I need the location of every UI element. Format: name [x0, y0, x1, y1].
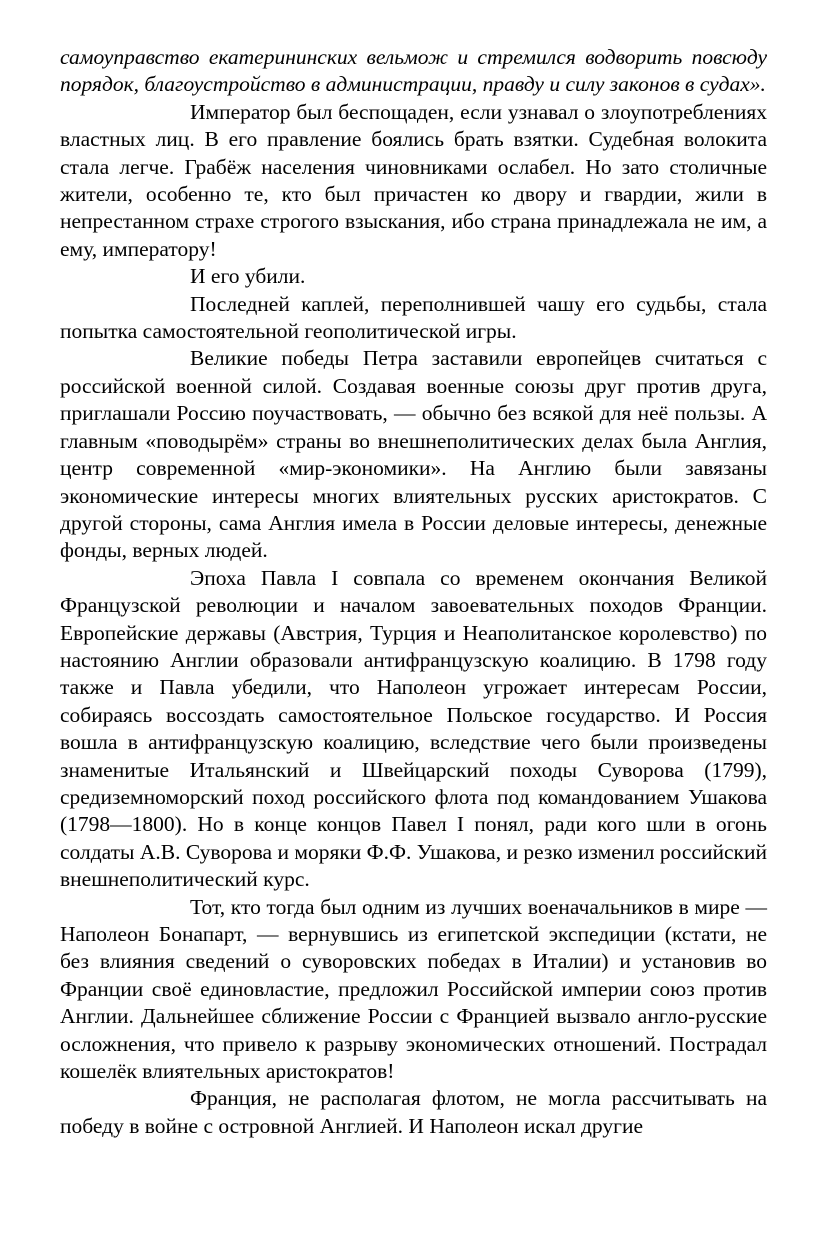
paragraph-last-drop: Последней каплей, переполнившей чашу его судьбы, стала попытка самостоятельной геополитической игры. [60, 291, 767, 344]
paragraph-emperor-ruthless: Император был беспощаден, если узнавал о злоупотреблениях властных лиц. В его правление боялись брать взятки. Судебная волокита стала легче. Грабёж населения чиновниками ослабел. Но зато столичные жители, особенно те, кто был причастен ко двору и гвардии, жили в непрестанном страхе строгого взыскания, ибо страна принадлежала не им, а ему, императору! [60, 99, 767, 261]
paragraph-quote-end: самоуправство екатерининских вельмож и стремился водворить повсюду порядок, благоустройство в администрации, правду и силу законов в судах». [60, 45, 767, 97]
paragraph-france-without-fleet: Франция, не располагая флотом, не могла рассчитывать на победу в войне с островной Англией. И Наполеон искал другие [60, 1086, 767, 1138]
paragraph-peter-victories: Великие победы Петра заставили европейцев считаться с российской военной силой. Создавая военные союзы друг против друга, приглашали Россию поучаствовать, — обычно без всякой для неё пользы. А главным «поводырём» страны во внешнеполитических делах была Англия, центр современной «мир-экономики». На Англию были завязаны экономические интересы многих влиятельных русских аристократов. С другой стороны, сама Англия имела в России деловые интересы, денежные фонды, верных людей. [60, 346, 767, 563]
paragraph-paul-epoch: Эпоха Павла I совпала со временем окончания Великой Французской революции и началом завоевательных походов Франции. Европейские державы (Австрия, Турция и Неаполитанское королевство) по настоянию Англии образовали антифранцузскую коалицию. В 1798 году также и Павла убедили, что Наполеон угрожает интересам России, собираясь воссоздать самостоятельное Польское государство. И Россия вошла в антифранцузскую коалицию, вследствие чего были произведены знаменитые Итальянский и Швейцарский походы Суворова (1799), средиземноморский поход российского флота под командованием Ушакова (1798—1800). Но в конце концов Павел I понял, ради кого шли в огонь солдаты А.В. Суворова и моряки Ф.Ф. Ушакова, и резко изменил российский внешнеполитический курс. [60, 565, 767, 892]
paragraph-napoleon-alliance: Тот, кто тогда был одним из лучших военачальников в мире — Наполеон Бонапарт, — вернувшись из египетской экспедиции (кстати, не без влияния сведений о суворовских победах в Италии) и установив во Франции своё единовластие, предложил Российской империи союз против Англии. Дальнейшее сближение России с Францией вызвало англо-русские осложнения, что привело к разрыву экономических отношений. Пострадал кошелёк влиятельных аристократов! [60, 894, 767, 1084]
document-page [60, 44, 767, 1140]
paragraph-he-was-killed: И его убили. [190, 264, 306, 289]
